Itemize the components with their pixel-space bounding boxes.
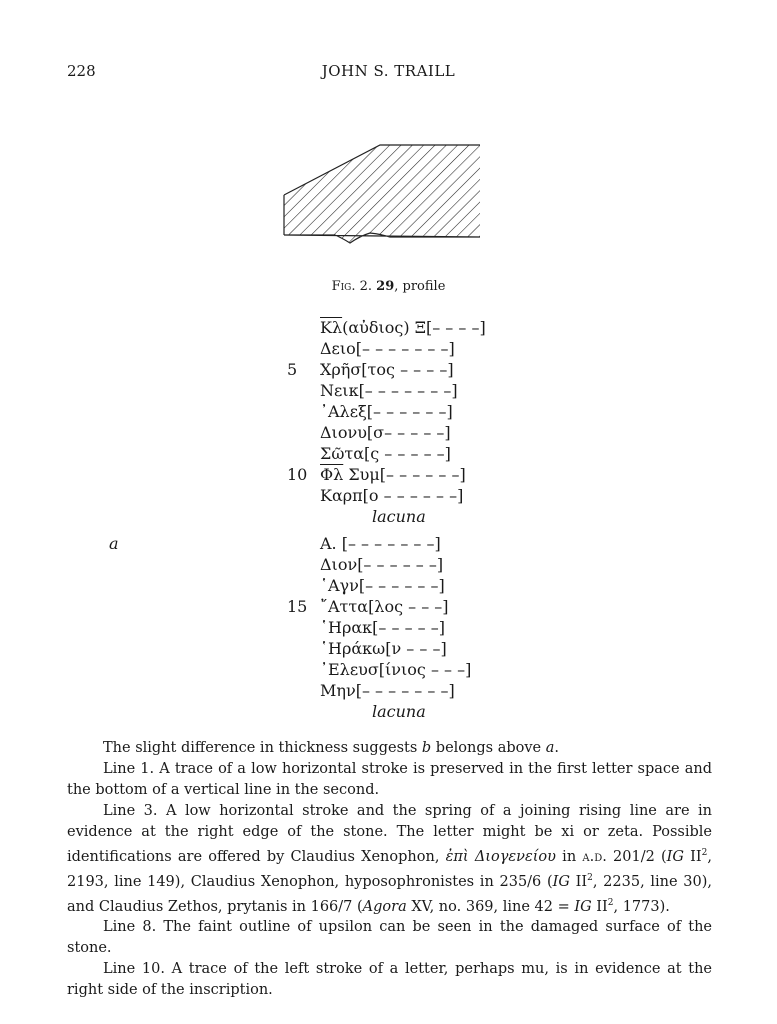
commentary-paragraph: Line 3. A low horizontal stroke and the spring of a joining rising line are in evidence at the right edge of the stone. The letter might be xi or zeta. Possible identifications are offered by Claudius Xenophon, ἐπὶ Διογενείου in a.d. 201/2 (IG $II^2$, 2193, line 149), Claudius Xenophon, hyposophronistes in 235/6 (IG $II^2$, 2235, line 30), and Claudius Zethos, prytanis in 166/7 (Agora XV, no. 369, line 42 = IG $II^2$, 1773). <box>67 803 712 915</box>
inscription-line: 5 Χρῆσ[τος – – – –] <box>287 360 454 379</box>
lacuna-marker: lacuna <box>372 702 426 721</box>
commentary-paragraph: Line 10. A trace of the left stroke of a letter, perhaps mu, is in evidence at the right side of the inscription. <box>67 961 712 999</box>
commentary-paragraph: Line 1. A trace of a low horizontal stroke is preserved in the first letter space and the bottom of a vertical line in the second. <box>67 761 712 798</box>
inscription-line: ᾿Αλεξ[– – – – – –] <box>320 402 453 421</box>
figure-caption-prefix: Fig. 2. <box>331 279 373 294</box>
figure-caption <box>0 279 777 294</box>
line-number: 15 <box>287 597 308 616</box>
inscription-line: ῾Ηρακ[– – – – –] <box>320 618 445 637</box>
commentary-paragraph: The slight difference in thickness suggests b belongs above a. <box>103 740 560 756</box>
inscription-line: $\overline{K\lambda}(\alpha ὐ\delta\iota o\varsigma)$ Ξ[– – – –] <box>320 318 486 337</box>
inscription-line: ῾Ηράκω[ν – – –] <box>320 639 447 658</box>
line-number: 10 <box>287 465 308 484</box>
inscription-line: Δειο[– – – – – – –] <box>320 339 455 358</box>
inscription-line: Καρπ[ο – – – – – –] <box>320 486 464 505</box>
inscription-line: ᾿Ελευσ[ίνιος – – –] <box>320 660 472 679</box>
running-head <box>0 62 777 82</box>
inscription-line: ῾Αγν[– – – – – –] <box>320 576 445 595</box>
fragment-label: a <box>109 534 119 553</box>
abbreviation: $\overline{\Phi\lambda}$ <box>320 465 344 484</box>
abbreviation: $\overline{K\lambda}$ <box>320 318 343 337</box>
figure-caption-suffix: , profile <box>394 279 446 294</box>
inscription-line: Μην[– – – – – – –] <box>320 681 455 700</box>
profile-drawing <box>270 140 490 250</box>
inscription-line: 15 ῎Αττα[λος – – –] <box>287 597 449 616</box>
inscription-line: 10 $\overline{\Phi\lambda}$ Συμ[– – – – – –] <box>287 465 466 484</box>
commentary-paragraph: Line 8. The faint outline of upsilon can be seen in the damaged surface of the stone. <box>67 919 712 957</box>
inscription-line: Διονυ[σ– – – – –] <box>320 423 451 442</box>
inscription-line: Σῶτα[ς – – – – –] <box>320 444 451 463</box>
lacuna-marker: lacuna <box>372 507 426 526</box>
inscription-line: Διον[– – – – – –] <box>320 555 444 574</box>
page-number: 228 <box>67 62 96 80</box>
inscription-line: a Α. [– – – – – – –] <box>109 534 441 553</box>
line-number: 5 <box>287 360 298 379</box>
running-title: JOHN S. TRAILL <box>321 62 456 80</box>
inscription-line: Νεικ[– – – – – – –] <box>320 381 458 400</box>
figure-caption-number: 29 <box>376 279 395 294</box>
commentary <box>67 738 712 1001</box>
